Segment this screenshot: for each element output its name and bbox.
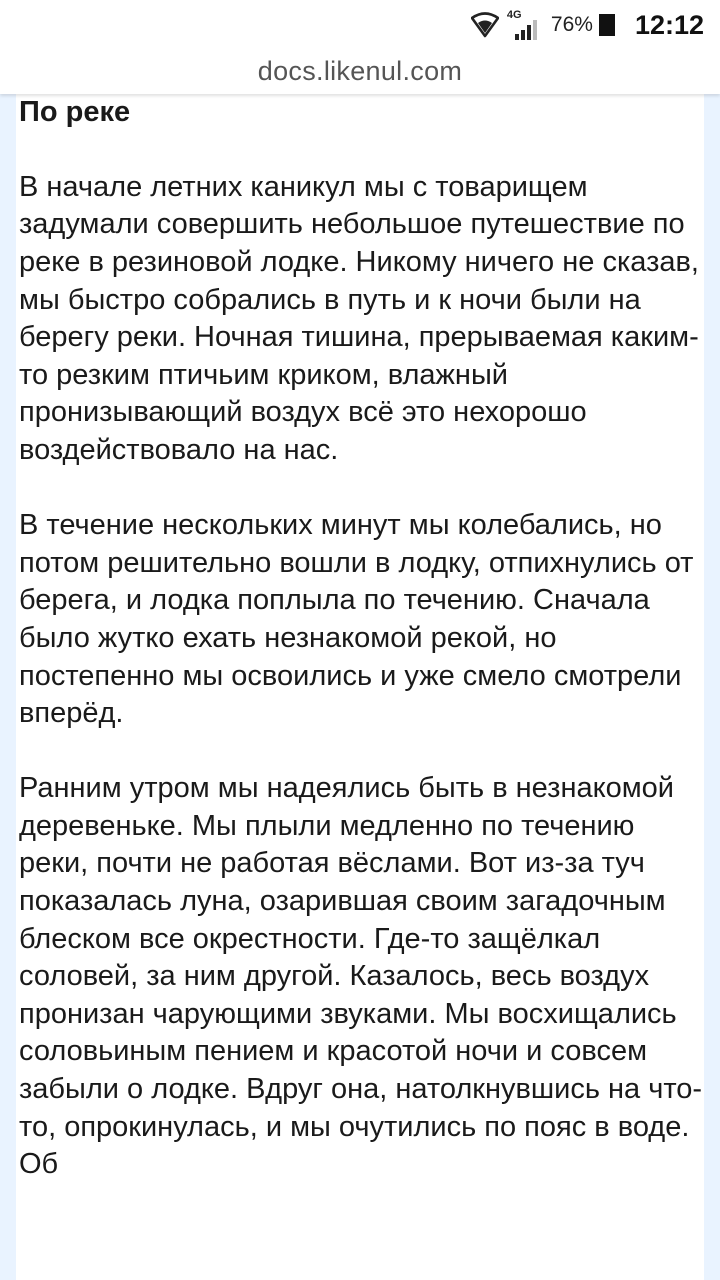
status-icons: [471, 8, 704, 42]
signal-icon: [513, 20, 539, 40]
browser-url-bar[interactable]: [0, 50, 720, 94]
right-page-margin: [704, 94, 720, 1280]
document-content: [19, 56, 704, 1184]
wifi-icon: [471, 12, 499, 38]
clock: 12:12: [634, 9, 704, 40]
status-bar: [0, 0, 720, 50]
paragraph-2: В течение нескольких минут мы колебались, но потом решительно вошли в лодку, отпихнулись от берега, и лодка поплыла по течению. Сначала было жутко ехать незнакомой рекой, но постепенно мы освоились и уже смело смотрели вперёд.: [19, 509, 694, 730]
left-page-margin: [0, 94, 16, 1280]
cellular-signal: [506, 9, 539, 40]
paragraph-3: Ранним утром мы надеялись быть в незнакомой деревеньке. Мы плыли медленно по течению реки, почти не работая вёслами. Вот из-за туч показалась луна, озарившая своим загадочным блеском все окрестности. Где-то защёлкал соловей, за ним другой. Казалось, весь воздух пронизан чарующими звуками. Мы восхищались соловьиным пением и красотой ночи и совсем забыли о лодке. Вдруг она, натолкнувшись на что-то, опрокинулась, и мы очутились по пояс в воде. Об: [19, 772, 703, 1181]
article-title: По реке: [19, 95, 131, 128]
battery-icon: [599, 14, 615, 36]
url-text[interactable]: docs.likenul.com: [257, 56, 463, 86]
battery-percent: 76%: [550, 13, 593, 36]
network-type: 4G: [506, 9, 522, 21]
paragraph-1: В начале летних каникул мы с товарищем задумали совершить небольшое путешествие по реке в резиновой лодке. Никому ничего не сказав, мы быстро собрались в путь и к ночи были на берегу реки. Ночная тишина, прерываемая каким-то резким птичьим криком, влажный пронизывающий воздух всё это нехорошо воздействовало на нас.: [19, 170, 699, 466]
